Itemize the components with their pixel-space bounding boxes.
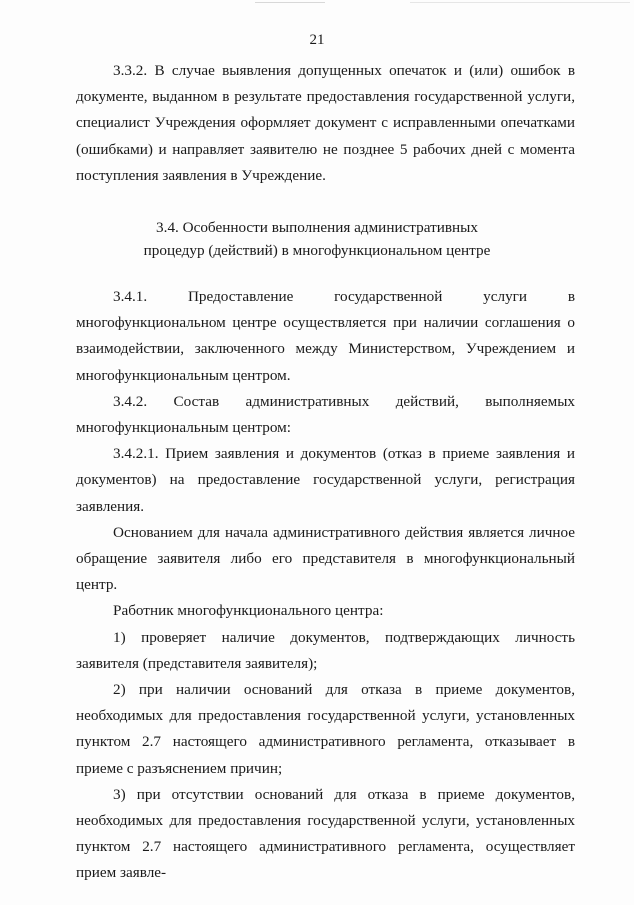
paragraph-worker: Работник многофункционального центра: [113, 602, 384, 620]
section-3-4-body [76, 284, 575, 887]
list-item-1: 1) проверяет наличие документов, подтверждающих личность заявителя (представителя заявителя); [76, 628, 575, 672]
list-item-3: 3) при отсутствии оснований для отказа в приеме документов, необходимых для предоставления государственной услуги, установленных пунктом 2.7 настоящего административного регламента, осуществляет прием заявле- [76, 785, 575, 882]
list-item-2: 2) при наличии оснований для отказа в приеме документов, необходимых для предоставления государственной услуги, установленных пунктом 2.7 настоящего административного регламента, отказывает в приеме с разъяснением причин; [76, 681, 575, 777]
scan-artifact-top [255, 2, 325, 3]
section-heading [0, 216, 634, 262]
section-heading-line1: 3.4. Особенности выполнения административных [156, 219, 478, 236]
paragraph-3-4-2: 3.4.2. Состав административных действий, выполняемых многофункциональным центром: [76, 392, 575, 437]
paragraph-basis: Основанием для начала административного действия является личное обращение заявителя либо его представителя в многофункциональный центр. [76, 523, 575, 594]
paragraph-3-3-2-block [76, 58, 575, 189]
paragraph-3-4-2-1: 3.4.2.1. Прием заявления и документов (отказ в приеме заявления и документов) на предоставление государственной услуги, регистрация заявления. [76, 445, 575, 515]
paragraph-3-4-1: 3.4.1. Предоставление государственной услуги в многофункциональном центре осуществляется при наличии соглашения о взаимодействии, заключенного между Министерством, Учреждением и многофункциональным центром. [76, 288, 575, 384]
paragraph-3-3-2: 3.3.2. В случае выявления допущенных опечаток и (или) ошибок в документе, выданном в результате предоставления государственной услуги, специалист Учреждения оформляет документ с исправленными опечатками (ошибками) и направляет заявителю не позднее 5 рабочих дней с момента поступления заявления в Учреждение. [76, 62, 575, 184]
scan-artifact-top-right [410, 2, 630, 3]
page-number: 21 [309, 32, 325, 48]
section-heading-line2: процедур (действий) в многофункциональном центре [143, 242, 491, 259]
